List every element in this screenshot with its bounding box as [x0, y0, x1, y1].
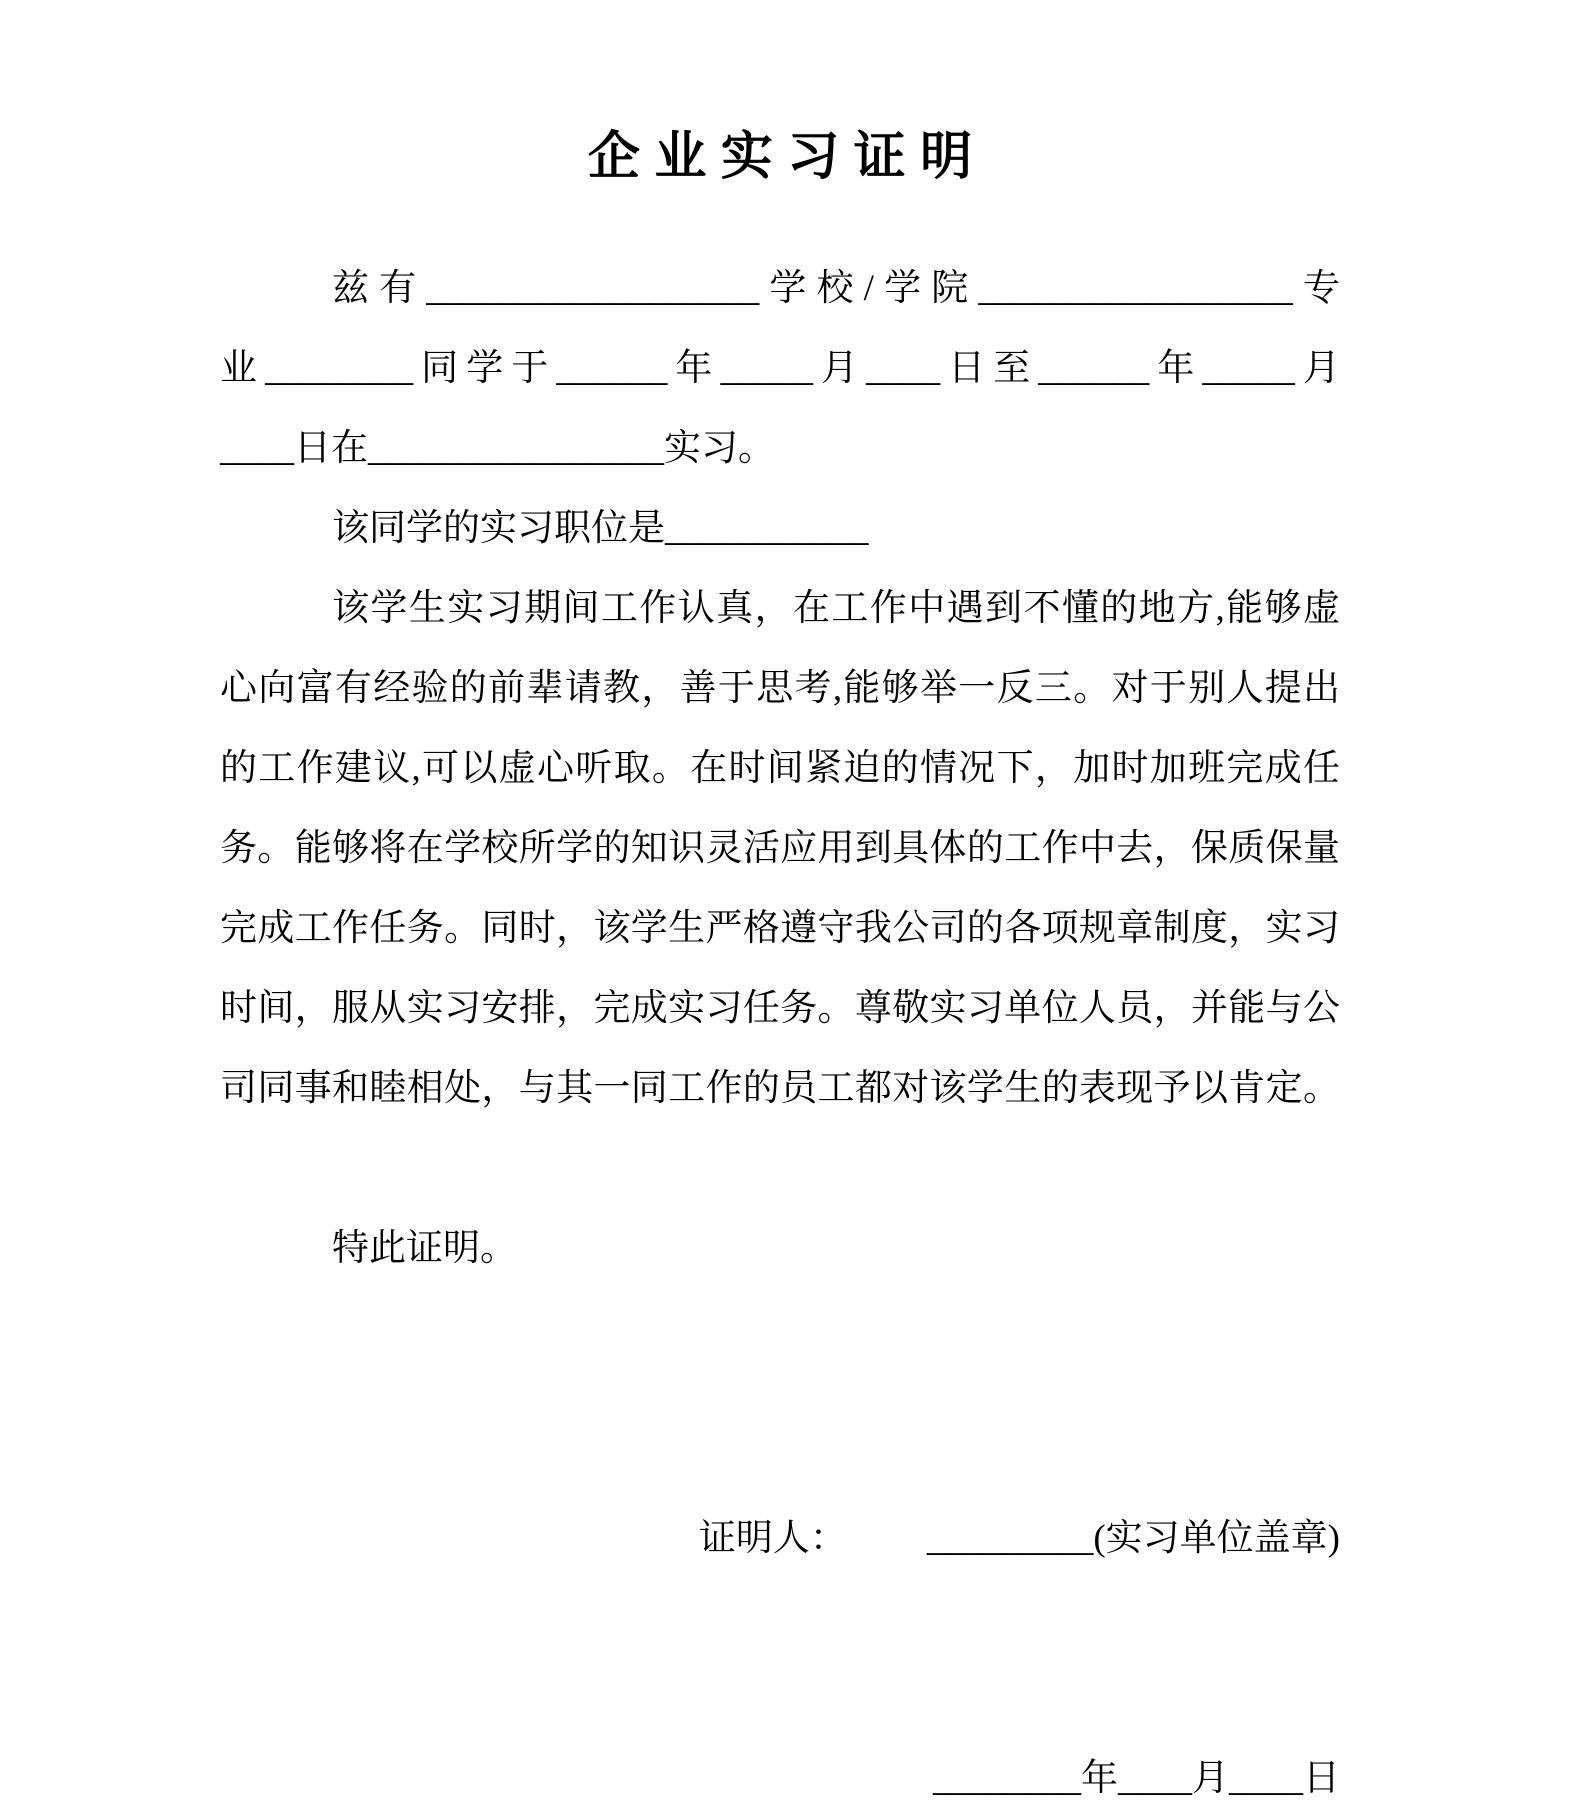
internship-position-line: 该同学的实习职位是___________: [332, 508, 869, 549]
intro-line-2: 业________同学于______年_____月____日至______年_____月: [220, 348, 1340, 389]
evaluation-line-4: 务。能够将在学校所学的知识灵活应用到具体的工作中去，保质保量: [220, 828, 1340, 869]
evaluation-line-3: 的工作建议,可以虚心听取。在时间紧迫的情况下，加时加班完成任: [220, 748, 1340, 789]
certifier-signature-line: [220, 1419, 1340, 1659]
evaluation-line-7: 司同事和睦相处，与其一同工作的员工都对该学生的表现予以肯定。: [220, 1068, 1340, 1109]
evaluation-line-6: 时间，服从实习安排，完成实习任务。尊敬实习单位人员，并能与公: [220, 988, 1340, 1029]
intro-line-3: ____日在________________实习。: [220, 428, 775, 469]
closing-statement: 特此证明。: [332, 1228, 517, 1269]
document-title: 企 业 实 习 证 明: [587, 128, 973, 186]
intro-paragraph: [220, 249, 1340, 489]
certifier-blank-and-seal: _________(实习单位盖章): [926, 1518, 1340, 1559]
evaluation-paragraph: [220, 569, 1340, 1129]
date-line: ________年____月____日: [933, 1758, 1340, 1799]
evaluation-line-5: 完成工作任务。同时，该学生严格遵守我公司的各项规章制度，实习: [220, 908, 1340, 949]
intro-line-1: 兹有__________________学校/学院_________________专: [332, 268, 1340, 309]
certifier-label: 证明人：: [698, 1518, 847, 1559]
evaluation-line-1: 该学生实习期间工作认真，在工作中遇到不懂的地方,能够虚: [332, 588, 1340, 629]
evaluation-line-2: 心向富有经验的前辈请教，善于思考,能够举一反三。对于别人提出: [220, 668, 1340, 709]
